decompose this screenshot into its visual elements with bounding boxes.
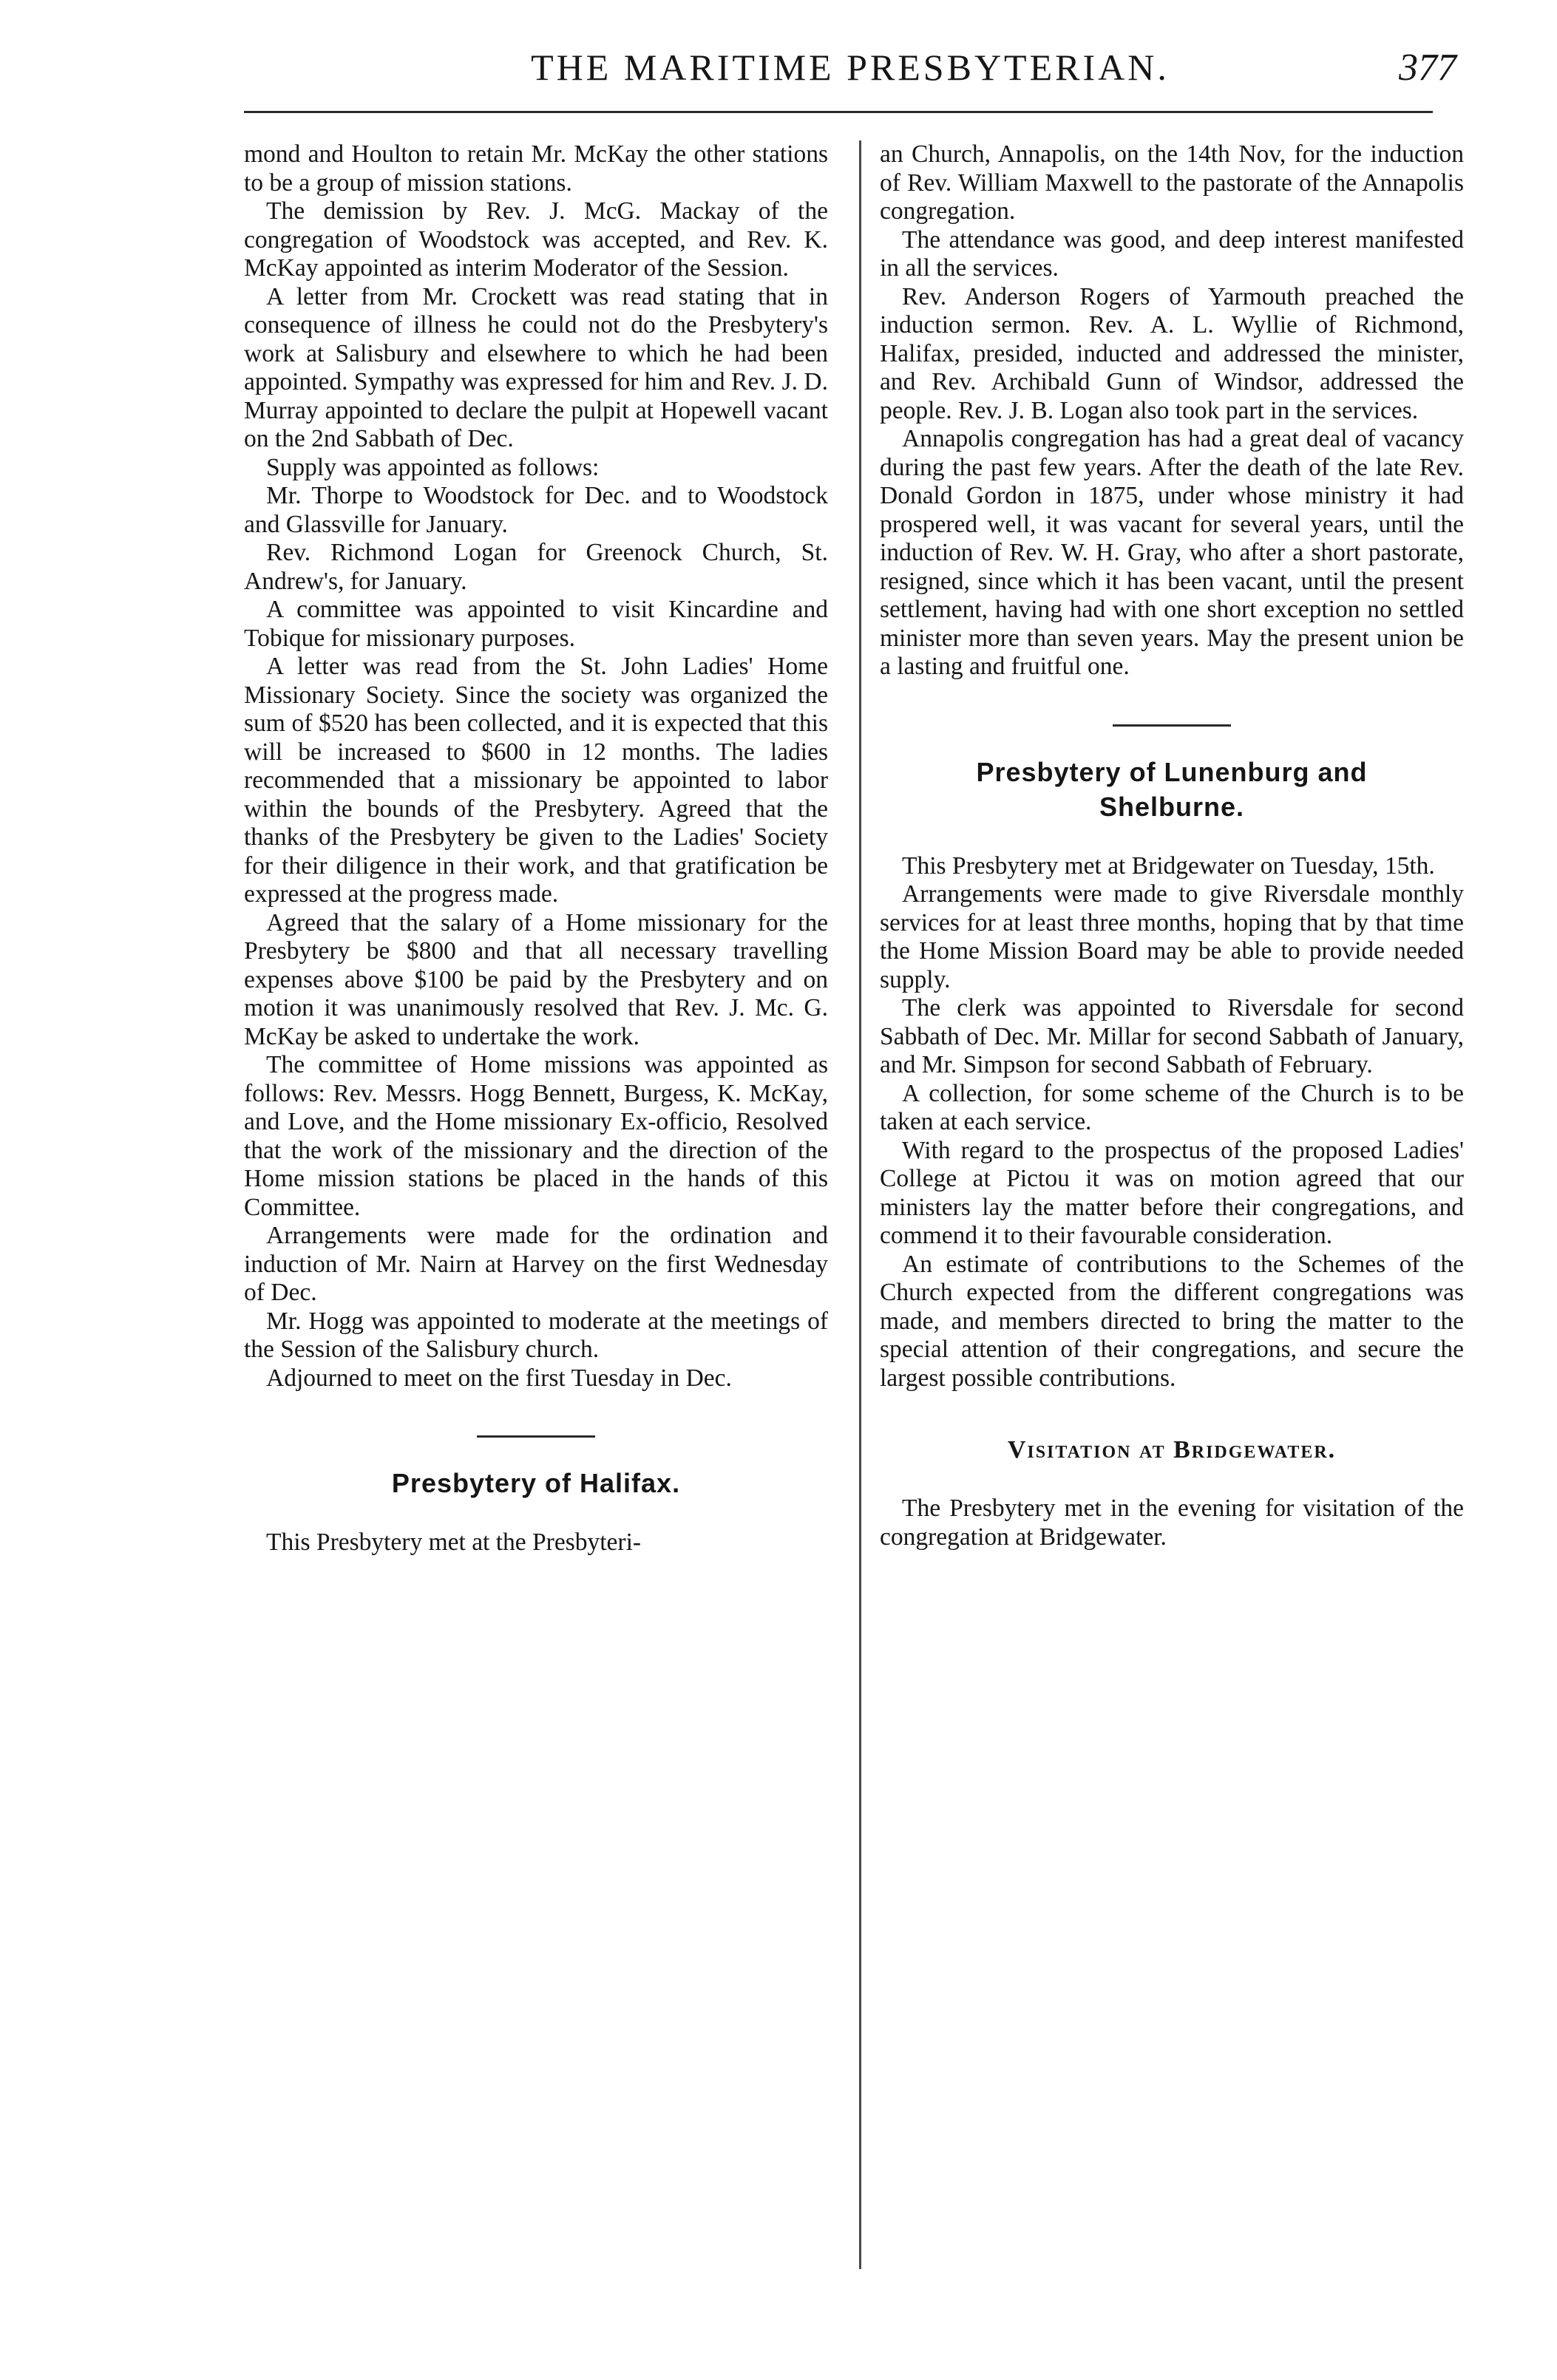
paragraph: A committee was appointed to visit Kincardine and Tobique for missionary purposes. xyxy=(244,596,828,652)
paragraph: Adjourned to meet on the first Tuesday in Dec. xyxy=(266,1364,732,1392)
running-title: THE MARITIME PRESBYTERIAN. xyxy=(531,47,1170,88)
heading-line: Shelburne. xyxy=(1099,791,1245,822)
paragraph: Mr. Hogg was appointed to moderate at the meetings of the Session of the Salisbury church. xyxy=(244,1307,828,1363)
paragraph: The clerk was appointed to Riversdale for second Sabbath of Dec. Mr. Millar for second Sabbath of January, and Mr. Simpson for second Sabbath of February. xyxy=(880,994,1464,1078)
paragraph: mond and Houlton to retain Mr. McKay the other stations to be a group of mission stations. xyxy=(244,140,828,197)
paragraph: Rev. Richmond Logan for Greenock Church, St. Andrew's, for January. xyxy=(244,539,828,595)
section-rule xyxy=(477,1435,595,1438)
paragraph: This Presbytery met at Bridgewater on Tuesday, 15th. xyxy=(902,851,1435,880)
page-number: 377 xyxy=(1399,47,1456,89)
column-divider xyxy=(859,140,861,2269)
paragraph: This Presbytery met at the Presbyteri- xyxy=(266,1529,642,1556)
paragraph: an Church, Annapolis, on the 14th Nov, for the induction of Rev. William Maxwell to the pastorate of the Annapolis congregation. xyxy=(880,140,1464,225)
paragraph: A letter was read from the St. John Ladies' Home Missionary Society. Since the society was organized the sum of $520 has been collected, and it is expected that this will be increased to $600 in 12 months. The ladies recommended that a missionary be appointed to labor within the bounds of the Presbytery. Agreed that the thanks of the Presbytery be given to the Ladies' Society for their diligence in their work, and that gratification be expressed at the progress made. xyxy=(244,653,828,908)
paragraph: Arrangements were made for the ordination and induction of Mr. Nairn at Harvey on the first Wednesday of Dec. xyxy=(244,1222,828,1306)
section-rule xyxy=(1113,724,1231,727)
section-heading-lunenburg xyxy=(880,755,1464,824)
running-head xyxy=(244,46,1456,98)
paragraph: An estimate of contributions to the Schemes of the Church expected from the different congregations was made, and members directed to bring the matter to the special attention of their congregations, and secure the largest possible contributions. xyxy=(880,1250,1464,1392)
heading-line: Presbytery of Lunenburg and xyxy=(976,756,1368,787)
paragraph: Agreed that the salary of a Home missionary for the Presbytery be $800 and that all necessary travelling expenses above $100 be paid by the Presbytery and on motion it was unanimously resolved that Rev. J. Mc. G. McKay be asked to undertake the work. xyxy=(244,908,828,1050)
paragraph: The demission by Rev. J. McG. Mackay of the congregation of Woodstock was accepted, and Rev. K. McKay appointed as interim Moderator of the Session. xyxy=(244,197,828,282)
paragraph: With regard to the prospectus of the proposed Ladies' College at Pictou it was on motion agreed that our ministers lay the matter before their congregations, and commend it to their favourable consideration. xyxy=(880,1136,1464,1249)
section-heading-visitation: Visitation at Bridgewater. xyxy=(1007,1436,1337,1463)
paragraph: A letter from Mr. Crockett was read stating that in consequence of illness he could not do the Presbytery's work at Salisbury and elsewhere to which he had been appointed. Sympathy was expressed for him and Rev. J. D. Murray appointed to declare the pulpit at Hopewell vacant on the 2nd Sabbath of Dec. xyxy=(244,282,828,452)
paragraph: A collection, for some scheme of the Church is to be taken at each service. xyxy=(880,1079,1464,1135)
left-column xyxy=(244,140,828,1557)
section-heading-halifax: Presbytery of Halifax. xyxy=(391,1468,681,1498)
paragraph: Rev. Anderson Rogers of Yarmouth preached the induction sermon. Rev. A. L. Wyllie of Richmond, Halifax, presided, inducted and addressed the minister, and Rev. Archibald Gunn of Windsor, addressed the people. Rev. J. B. Logan also took part in the services. xyxy=(880,282,1464,424)
paragraph: The committee of Home missions was appointed as follows: Rev. Messrs. Hogg Bennett, Burgess, K. McKay, and Love, and the Home missionary Ex-officio, Resolved that the work of the missionary and the direction of the Home mission stations be placed in the hands of this Committee. xyxy=(244,1051,828,1221)
right-column xyxy=(880,140,1464,1551)
paragraph: Mr. Thorpe to Woodstock for Dec. and to Woodstock and Glassville for January. xyxy=(244,482,828,538)
paragraph: The attendance was good, and deep interest manifested in all the services. xyxy=(880,225,1464,282)
paragraph: Annapolis congregation has had a great deal of vacancy during the past few years. After the death of the late Rev. Donald Gordon in 1875, under whose ministry it had prospered well, it was vacant for several years, until the induction of Rev. W. H. Gray, who after a short pastorate, resigned, since which it has been vacant, until the present settlement, having had with one short exception no settled minister more than seven years. May the present union be a lasting and fruitful one. xyxy=(880,425,1464,680)
paragraph: Arrangements were made to give Riversdale monthly services for at least three months, hoping that by that time the Home Mission Board may be able to provide needed supply. xyxy=(880,880,1464,993)
paragraph: The Presbytery met in the evening for visitation of the congregation at Bridgewater. xyxy=(880,1495,1464,1551)
header-rule xyxy=(244,111,1433,113)
paragraph: Supply was appointed as follows: xyxy=(266,453,600,481)
